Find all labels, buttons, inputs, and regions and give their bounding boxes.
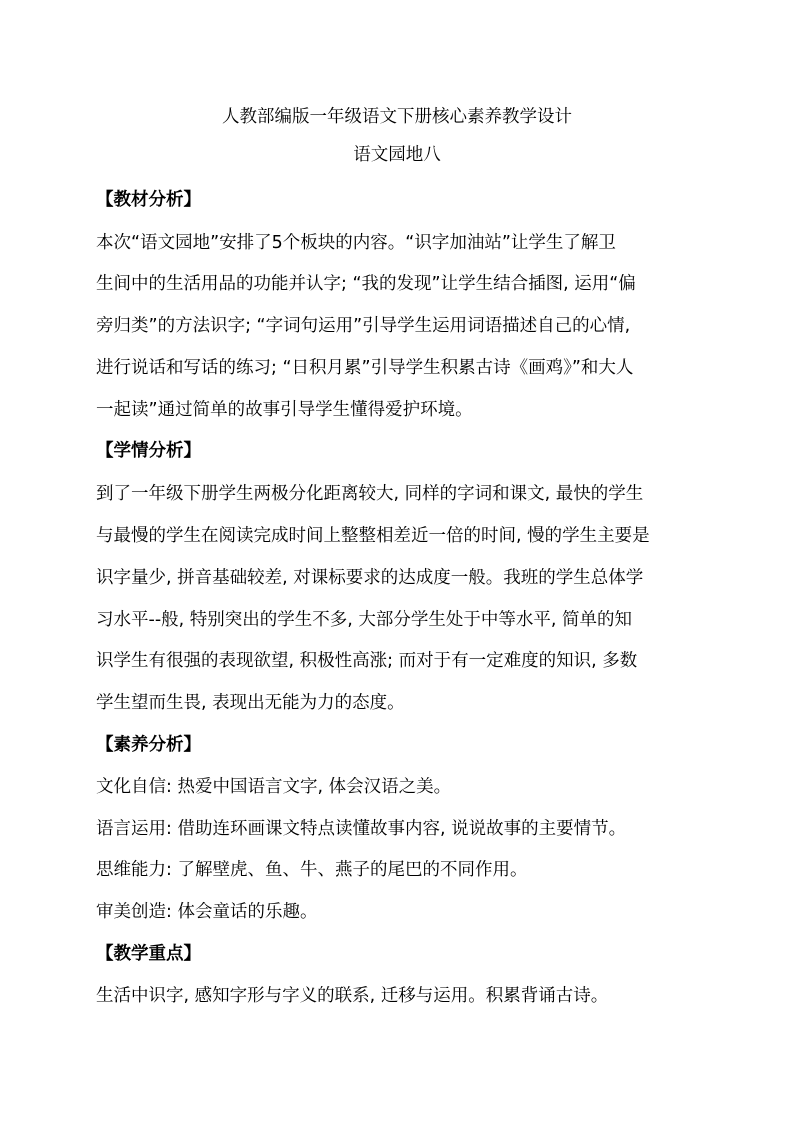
section-heading-teaching-focus: 【教学重点】 bbox=[96, 944, 201, 964]
paragraph-line: 本次“语文园地”安排了5个板块的内容。“识字加油站”让学生了解卫 bbox=[96, 233, 616, 253]
document-subtitle: 语文园地八 bbox=[353, 145, 441, 165]
paragraph-line: 文化自信: 热爱中国语言文字, 体会汉语之美。 bbox=[96, 777, 452, 797]
paragraph-line: 语言运用: 借助连环画课文特点读懂故事内容, 说说故事的主要情节。 bbox=[96, 819, 627, 839]
paragraph-line: 思维能力: 了解壁虎、鱼、牛、燕子的尾巴的不同作用。 bbox=[96, 860, 528, 880]
paragraph-line: 生间中的生活用品的功能并认字; “我的发现”让学生结合插图, 运用“偏 bbox=[96, 274, 636, 294]
paragraph-line: 生活中识字, 感知字形与字义的联系, 迁移与运用。积累背诵古诗。 bbox=[96, 986, 609, 1006]
section-heading-textbook-analysis: 【教材分析】 bbox=[96, 190, 201, 210]
paragraph-line: 审美创造: 体会童话的乐趣。 bbox=[96, 902, 318, 922]
paragraph-line: 与最慢的学生在阅读完成时间上整整相差近一倍的时间, 慢的学生主要是 bbox=[96, 526, 650, 546]
section-heading-learner-analysis: 【学情分析】 bbox=[96, 441, 201, 461]
section-heading-literacy-analysis: 【素养分析】 bbox=[96, 735, 201, 755]
paragraph-line: 一起读”通过简单的故事引导学生懂得爱护环境。 bbox=[96, 400, 473, 420]
paragraph-line: 识学生有很强的表现欲望, 积极性高涨; 而对于有一定难度的知识, 多数 bbox=[96, 651, 638, 671]
document-title: 人教部编版一年级语文下册核心素养教学设计 bbox=[222, 107, 572, 127]
paragraph-line: 进行说话和写话的练习; “日积月累”引导学生积累古诗《画鸡》”和大人 bbox=[96, 358, 634, 378]
paragraph-line: 学生望而生畏, 表现出无能为力的态度。 bbox=[96, 693, 405, 713]
paragraph-line: 到了一年级下册学生两极分化距离较大, 同样的字词和课文, 最快的学生 bbox=[96, 484, 644, 504]
paragraph-line: 旁归类”的方法识字; “字词句运用”引导学生运用词语描述自己的心情, bbox=[96, 316, 631, 336]
paragraph-line: 识字量少, 拼音基础较差, 对课标要求的达成度一般。我班的学生总体学 bbox=[96, 568, 644, 588]
paragraph-line: 习水平--般, 特别突出的学生不多, 大部分学生处于中等水平, 简单的知 bbox=[96, 610, 633, 630]
